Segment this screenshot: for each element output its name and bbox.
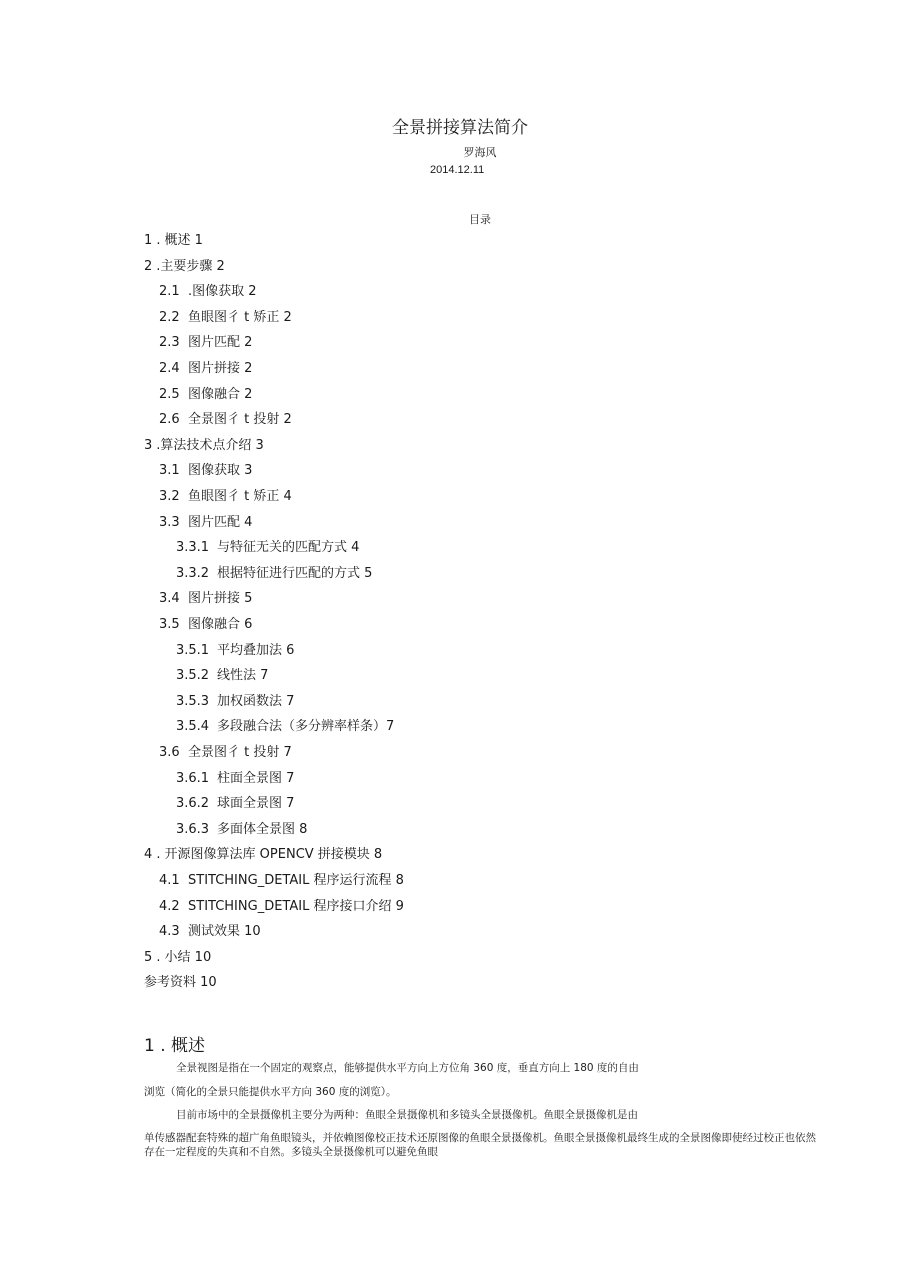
toc-entry-label: 加权函数法 7 (217, 693, 295, 709)
toc-entry-number: 2.2 (159, 309, 180, 325)
toc-entry-number: 4 . (144, 847, 161, 863)
toc-entry[interactable] (144, 949, 211, 967)
toc-entry-label: 图片匹配 2 (188, 335, 253, 351)
toc-entry[interactable] (159, 590, 252, 608)
toc-entry[interactable] (159, 309, 292, 327)
toc-entry-number: 3.5.4 (176, 719, 210, 735)
toc-entry-label: 图片匹配 4 (188, 514, 253, 530)
toc-entry-number: 3.5 (159, 617, 180, 632)
toc-entry-label: 测试效果 10 (188, 924, 261, 940)
toc-entry-number: 1 . (144, 233, 161, 248)
toc-entry-label: 图像融合 6 (188, 617, 253, 632)
toc-entry[interactable] (144, 846, 382, 864)
toc-entry-label: 鱼眼图彳 t 矫正 4 (188, 489, 292, 504)
toc-entry-label: .算法技术点介绍 3 (156, 437, 264, 453)
toc-entry-number: 2 (144, 258, 153, 274)
toc-entry[interactable] (159, 514, 252, 532)
toc-entry-label: 线性法 7 (217, 668, 269, 684)
toc-entry[interactable] (176, 718, 394, 736)
toc-entry-number: 3.5.1 (176, 642, 210, 658)
toc-entry-label: 图像融合 2 (188, 386, 253, 402)
toc-entry-number: 2.4 (159, 361, 180, 376)
toc-entry-number: 4.3 (159, 924, 180, 940)
toc-entry-number: 3.6.2 (176, 796, 210, 812)
toc-entry-label: .图像获取 2 (188, 284, 257, 300)
toc-entry[interactable] (159, 923, 261, 941)
paragraph-line: 目前市场中的全景摄像机主要分为两种：鱼眼全景摄像机和多镜头全景摄像机。鱼眼全景摄像机是由 (176, 1109, 638, 1121)
toc-entry-label: 鱼眼图彳 t 矫正 2 (188, 309, 292, 325)
toc-entry-number: 3.6.1 (176, 770, 210, 786)
toc-entry-label: 根据特征进行匹配的方式 5 (217, 565, 373, 581)
toc-entry-number: 2.6 (159, 412, 180, 428)
toc-entry[interactable] (159, 360, 252, 378)
toc-entry[interactable] (159, 334, 252, 352)
toc-entry-number: 3.3 (159, 514, 180, 530)
toc-entry-number: 3.5.2 (176, 668, 210, 684)
toc-entry[interactable] (176, 642, 294, 660)
toc-entry[interactable] (144, 258, 225, 276)
toc-entry[interactable] (176, 795, 294, 813)
toc-entry[interactable] (159, 616, 252, 634)
toc-entry-label: 多面体全景图 8 (217, 821, 308, 837)
toc-entry-label: 多段融合法（多分辨率样条）7 (217, 719, 395, 735)
toc-entry[interactable] (159, 744, 292, 762)
toc-entry-label: 全景图彳 t 投射 2 (188, 412, 292, 428)
toc-entry[interactable] (144, 974, 217, 992)
paragraph-line: 浏览（简化的全景只能提供水平方向 360 度的浏览）。 (144, 1086, 397, 1098)
toc-entry[interactable] (176, 770, 294, 788)
toc-entry-number: 3.6.3 (176, 821, 210, 837)
paragraph-text: 单传感器配套特殊的超广角鱼眼镜头，并依赖图像校正技术还原图像的鱼眼全景摄像机。鱼眼全景摄像机最终生成的全景图像即使经过校正也依然存在一定程度的失真和不自然。多镜头全景摄像机可以避免鱼眼 (144, 1132, 816, 1158)
toc-entry-label: .主要步骤 2 (156, 258, 225, 274)
paragraph-line: 全景视图是指在一个固定的观察点，能够提供水平方向上方位角 360 度，垂直方向上 180 度的自由 (176, 1062, 639, 1074)
toc-entry-number: 5 . (144, 949, 161, 965)
toc-entry-number: 3.4 (159, 591, 180, 607)
toc-entry[interactable] (159, 411, 292, 429)
toc-entry-number: 3.6 (159, 745, 180, 760)
toc-entry-number: 2.3 (159, 335, 180, 351)
toc-entry-label: 球面全景图 7 (217, 796, 295, 812)
toc-entry-number: 3.1 (159, 463, 180, 479)
toc-entry-number: 3.3.2 (176, 565, 210, 581)
toc-entry-number: 4.1 (159, 873, 180, 888)
toc-entry-label: 柱面全景图 7 (217, 770, 295, 786)
toc-entry-label: 小结 10 (164, 949, 212, 965)
toc-entry-label: 图像获取 3 (188, 463, 253, 479)
toc-entry-number: 3 (144, 437, 153, 453)
toc-entry[interactable] (159, 488, 292, 506)
toc-entry-label: STITCHING_DETAIL 程序运行流程 8 (188, 873, 404, 888)
toc-entry[interactable] (176, 565, 372, 583)
toc-entry[interactable] (144, 232, 203, 250)
toc-entry-number: 3.3.1 (176, 540, 210, 556)
toc-entry-label: 平均叠加法 6 (217, 642, 295, 658)
toc-heading: 目录 (469, 213, 491, 226)
toc-entry[interactable] (176, 693, 294, 711)
toc-entry-label: STITCHING_DETAIL 程序接口介绍 9 (188, 898, 404, 914)
toc-entry-number: 2.5 (159, 386, 180, 402)
toc-entry-label: 概述 1 (164, 233, 203, 248)
toc-entry-number: 3.2 (159, 489, 180, 504)
toc-entry[interactable] (159, 283, 257, 301)
toc-entry[interactable] (176, 821, 307, 839)
document-date: 2014.12.11 (430, 164, 485, 176)
toc-entry-label: 全景图彳 t 投射 7 (188, 745, 292, 760)
toc-entry-label: 图片拼接 5 (188, 591, 253, 607)
toc-entry[interactable] (144, 437, 264, 455)
toc-entry-label: 开源图像算法库 OPENCV 拼接模块 8 (164, 847, 383, 863)
toc-entry-label: 与特征无关的匹配方式 4 (217, 540, 360, 556)
toc-entry[interactable] (159, 898, 404, 916)
toc-entry-number: 2.1 (159, 284, 180, 300)
section-heading-overview: 1 . 概述 (144, 1036, 206, 1056)
toc-entry-number: 3.5.3 (176, 693, 210, 709)
toc-entry[interactable] (159, 462, 252, 480)
author-name: 罗海风 (463, 146, 497, 159)
document-title: 全景拼接算法简介 (392, 118, 528, 138)
toc-entry-label: 图片拼接 2 (188, 361, 253, 376)
toc-entry-label: 参考资料 10 (144, 975, 217, 991)
toc-entry[interactable] (159, 872, 404, 890)
toc-entry[interactable] (176, 539, 359, 557)
toc-entry-number: 4.2 (159, 898, 180, 914)
toc-entry[interactable] (159, 386, 252, 404)
toc-entry[interactable] (176, 667, 268, 685)
